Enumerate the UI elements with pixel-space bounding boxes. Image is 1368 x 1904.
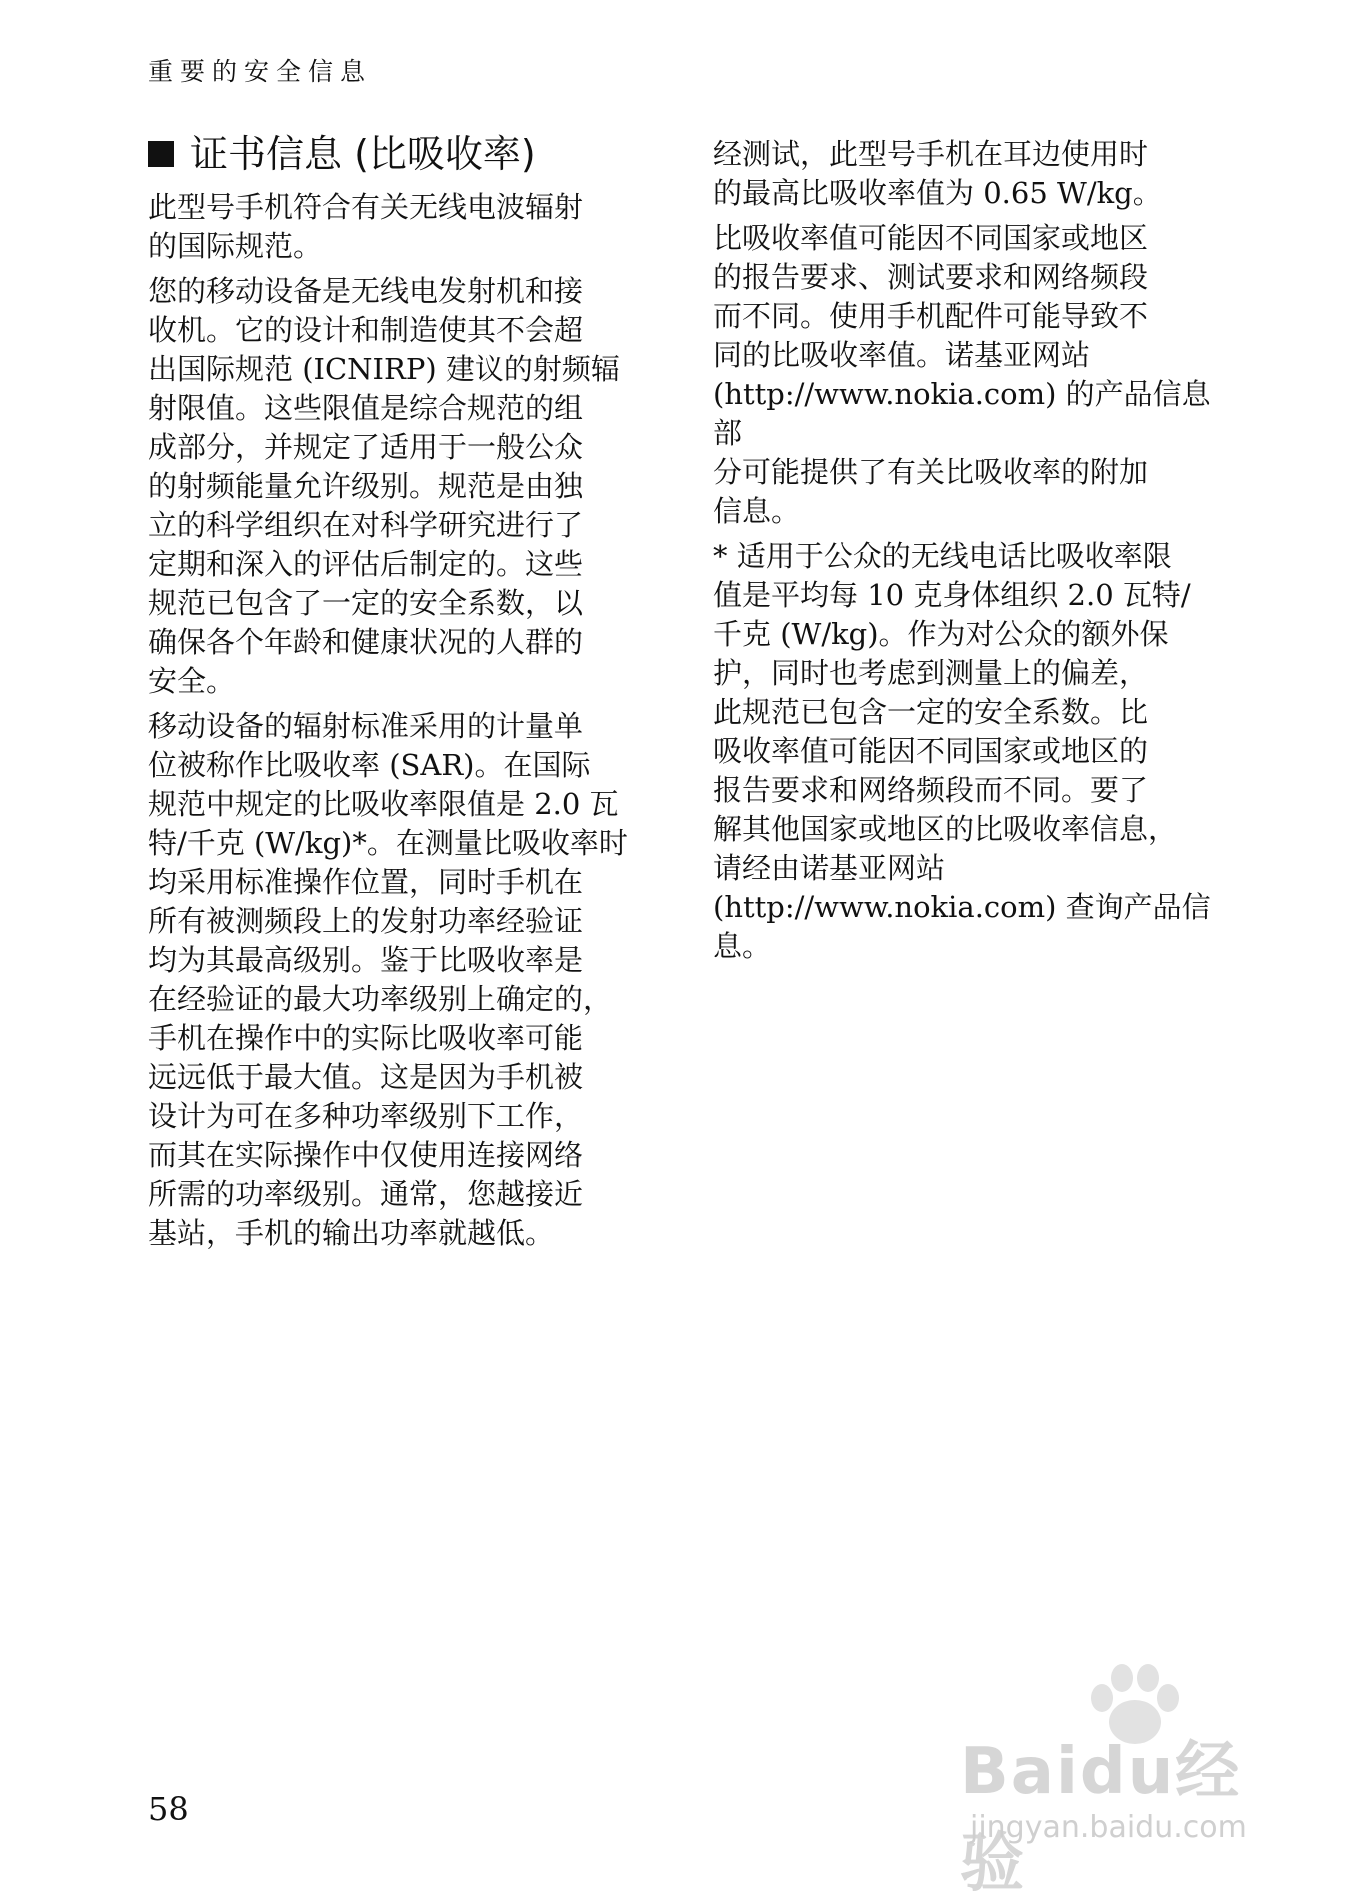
right-column [713, 135, 1223, 972]
baidu-watermark [960, 1660, 1290, 1901]
watermark-url: jingyan.baidu.com [970, 1810, 1247, 1845]
paragraph-intro: 此型号手机符合有关无线电波辐射 的国际规范。 [148, 190, 584, 263]
square-bullet-icon [148, 141, 174, 167]
paragraph-sar: 移动设备的辐射标准采用的计量单 位被称作比吸收率 (SAR)。在国际 规范中规定的比吸收率限值是 2.0 瓦 特/千克 (W/kg)*。在测量比吸收率时 均采用标准操作位置，同时手机在 所有被测频段上的发射功率经验证 均为其最高级别。鉴于比吸收率是 在经验证的最大功率级别上确定的， 手机在操作中的实际比吸收率可能 远远低于最大值。这是因为手机被 设计为可在多种功率级别下工作， 而其在实际操作中仅使用连接网络 所需的功率级别。通常，您越接近 基站，手机的输出功率就越低。 [148, 709, 628, 1250]
paragraph-test-result: 经测试，此型号手机在耳边使用时 的最高比吸收率值为 0.65 W/kg。 [713, 137, 1162, 210]
paragraph-device: 您的移动设备是无线电发射机和接 收机。它的设计和制造使其不会超 出国际规范 (ICNIRP) 建议的射频辐 射限值。这些限值是综合规范的组 成部分，并规定了适用于一般公众 的射频能量允许级别。规范是由独 立的科学组织在对科学研究进行了 定期和深入的评估后制定的。这些 规范已包含了一定的安全系数，以 确保各个年龄和健康状况的人群的 安全。 [148, 274, 620, 698]
page-number: 58 [148, 1790, 189, 1828]
section-heading-text: 证书信息 (比吸收率) [190, 132, 536, 176]
watermark-logo-text: Baidu经验 [960, 1735, 1242, 1901]
left-column [148, 130, 658, 1259]
section-heading [148, 130, 658, 178]
paragraph-variation: 比吸收率值可能因不同国家或地区 的报告要求、测试要求和网络频段 而不同。使用手机配件可能导致不 同的比吸收率值。诺基亚网站 (http://www.nokia.com) 的产品信息部 分可能提供了有关比吸收率的附加 信息。 [713, 221, 1211, 528]
running-header: 重要的安全信息 [148, 57, 373, 86]
paragraph-footnote: * 适用于公众的无线电话比吸收率限 值是平均每 10 克身体组织 2.0 瓦特/ 千克 (W/kg)。作为对公众的额外保 护，同时也考虑到测量上的偏差， 此规范已包含一定的安全系数。比 吸收率值可能因不同国家或地区的 报告要求和网络频段而不同。要了 解其他国家或地区的比吸收率信息， 请经由诺基亚网站 (http://www.nokia.com) 查询产品信 息。 [713, 539, 1211, 963]
